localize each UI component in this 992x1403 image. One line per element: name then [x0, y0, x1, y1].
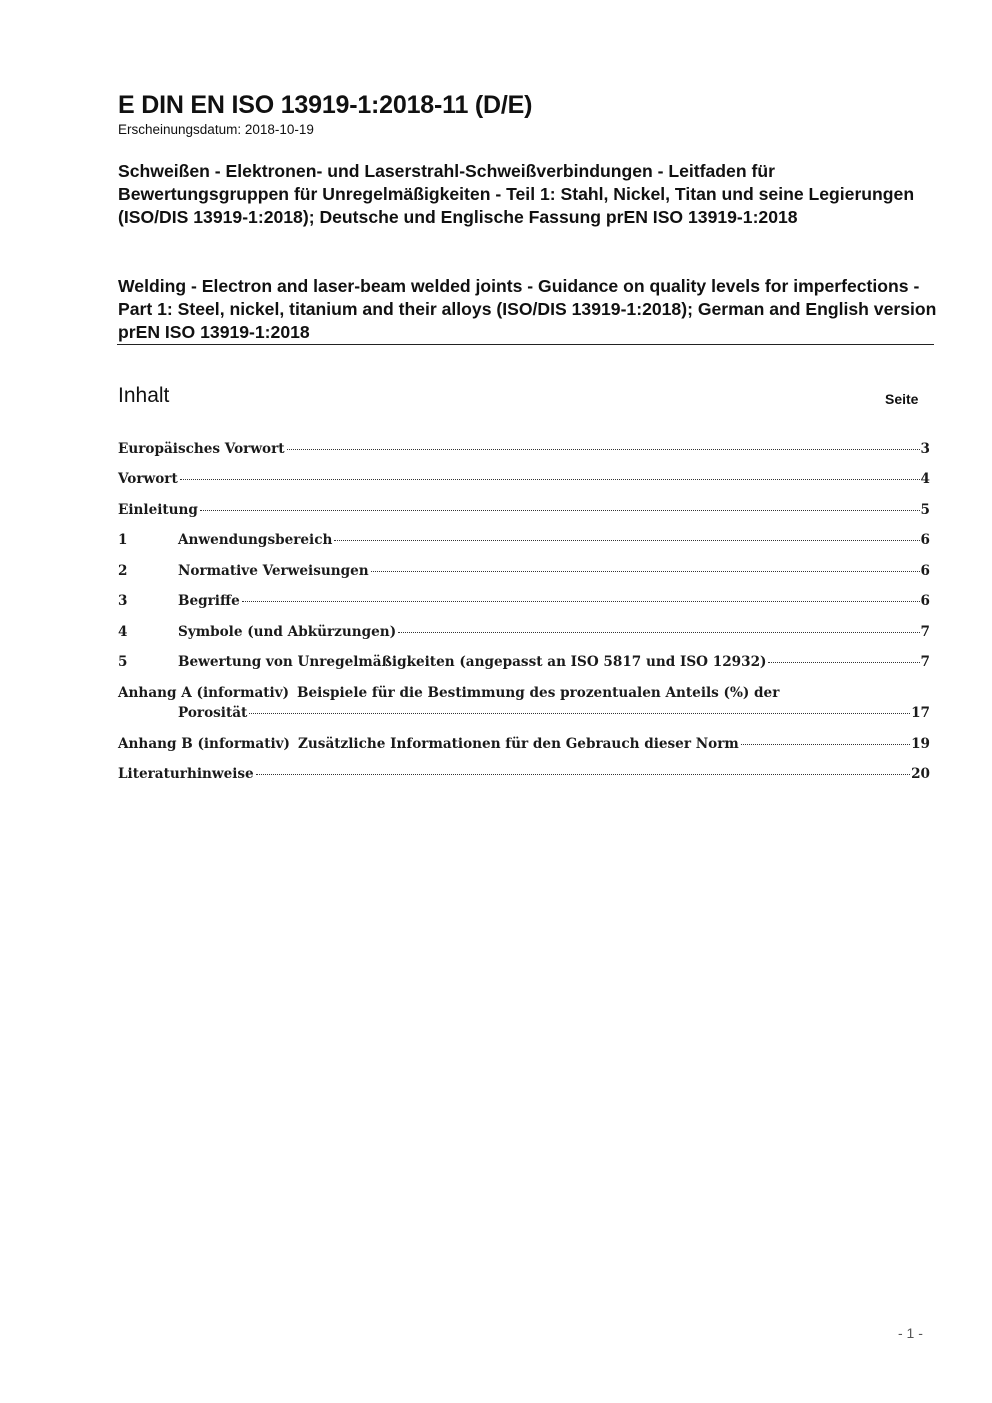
toc-entry-label: Vorwort [118, 471, 178, 487]
toc-entry-page: 6 [920, 563, 930, 579]
toc-entry-scope[interactable] [118, 532, 930, 550]
toc-entry-page: 20 [911, 766, 930, 782]
toc-entry-normative-references[interactable] [118, 563, 930, 581]
toc-entry-bibliography[interactable] [118, 766, 930, 784]
document-id: E DIN EN ISO 13919-1:2018-11 (D/E) [118, 91, 533, 119]
toc-entry-number: 3 [118, 593, 128, 609]
dot-leader [249, 713, 910, 714]
toc-entry-annex-a[interactable] [118, 685, 930, 703]
toc-entry-page: 7 [920, 654, 930, 670]
toc-entry-label: Anwendungsbereich [178, 532, 333, 548]
toc-entry-introduction[interactable] [118, 502, 930, 520]
publication-date: Erscheinungsdatum: 2018-10-19 [118, 122, 314, 137]
title-divider [117, 344, 934, 345]
toc-page-column-label: Seite [885, 391, 919, 407]
toc-heading: Inhalt [118, 384, 170, 407]
toc-entry-page: 6 [920, 593, 930, 609]
dot-leader [287, 449, 920, 450]
toc-entry-label: Begriffe [178, 593, 240, 609]
toc-entry-label: Symbole (und Abkürzungen) [178, 624, 397, 640]
toc-entry-page: 6 [920, 532, 930, 548]
toc-entry-number: 1 [118, 532, 128, 548]
toc-entry-symbols[interactable] [118, 624, 930, 642]
toc-entry-label: Porosität [178, 705, 248, 721]
toc-annex-label: Anhang B (informativ) [118, 736, 290, 752]
toc-entry-label: Normative Verweisungen [178, 563, 369, 579]
toc-entry-label: Einleitung [118, 502, 198, 518]
toc-entry-terms[interactable] [118, 593, 930, 611]
dot-leader [768, 662, 919, 663]
toc-entry-number: 2 [118, 563, 128, 579]
dot-leader [200, 510, 920, 511]
toc-entry-foreword[interactable] [118, 471, 930, 489]
toc-entry-label: Beispiele für die Bestimmung des prozentualen Anteils (%) der [297, 685, 780, 701]
toc-entry-european-foreword[interactable] [118, 441, 930, 459]
toc-entry-page: 5 [920, 502, 930, 518]
dot-leader [180, 479, 920, 480]
toc-entry-number: 4 [118, 624, 128, 640]
toc-entry-page: 19 [911, 736, 930, 752]
toc-entry-annex-b[interactable] [118, 736, 930, 754]
toc-entry-annex-a-continuation[interactable] [118, 705, 930, 723]
title-german: Schweißen - Elektronen- und Laserstrahl-Schweißverbindungen - Leitfaden für Bewertungsgruppen für Unregelmäßigkeiten - Teil 1: Stahl, Nickel, Titan und seine Legierungen (ISO/DIS 13919-1:2018); Deutsche und Englische Fassung prEN ISO 13919-1:2018 [118, 161, 915, 227]
toc-entry-number: 5 [118, 654, 128, 670]
toc-entry-evaluation[interactable] [118, 654, 930, 672]
toc-entry-page: 17 [911, 705, 930, 721]
title-english: Welding - Electron and laser-beam welded joints - Guidance on quality levels for imperfections - Part 1: Steel, nickel, titanium and their alloys (ISO/DIS 13919-1:2018); German and English version prEN ISO 13919-1:2018 [118, 276, 937, 342]
toc-entry-label: Zusätzliche Informationen für den Gebrauch dieser Norm [298, 736, 739, 752]
footer-page-number: - 1 - [898, 1325, 923, 1341]
dot-leader [242, 601, 920, 602]
toc-entry-label: Bewertung von Unregelmäßigkeiten (angepasst an ISO 5817 und ISO 12932) [178, 654, 767, 670]
dot-leader [398, 632, 919, 633]
toc-entry-page: 7 [920, 624, 930, 640]
toc-entry-page: 3 [920, 441, 930, 457]
toc-annex-label: Anhang A (informativ) [118, 685, 290, 701]
toc-entry-label: Literaturhinweise [118, 766, 254, 782]
dot-leader [334, 540, 919, 541]
toc-entry-page: 4 [920, 471, 930, 487]
toc-entry-label: Europäisches Vorwort [118, 441, 285, 457]
dot-leader [371, 571, 920, 572]
dot-leader [741, 744, 910, 745]
dot-leader [256, 774, 910, 775]
